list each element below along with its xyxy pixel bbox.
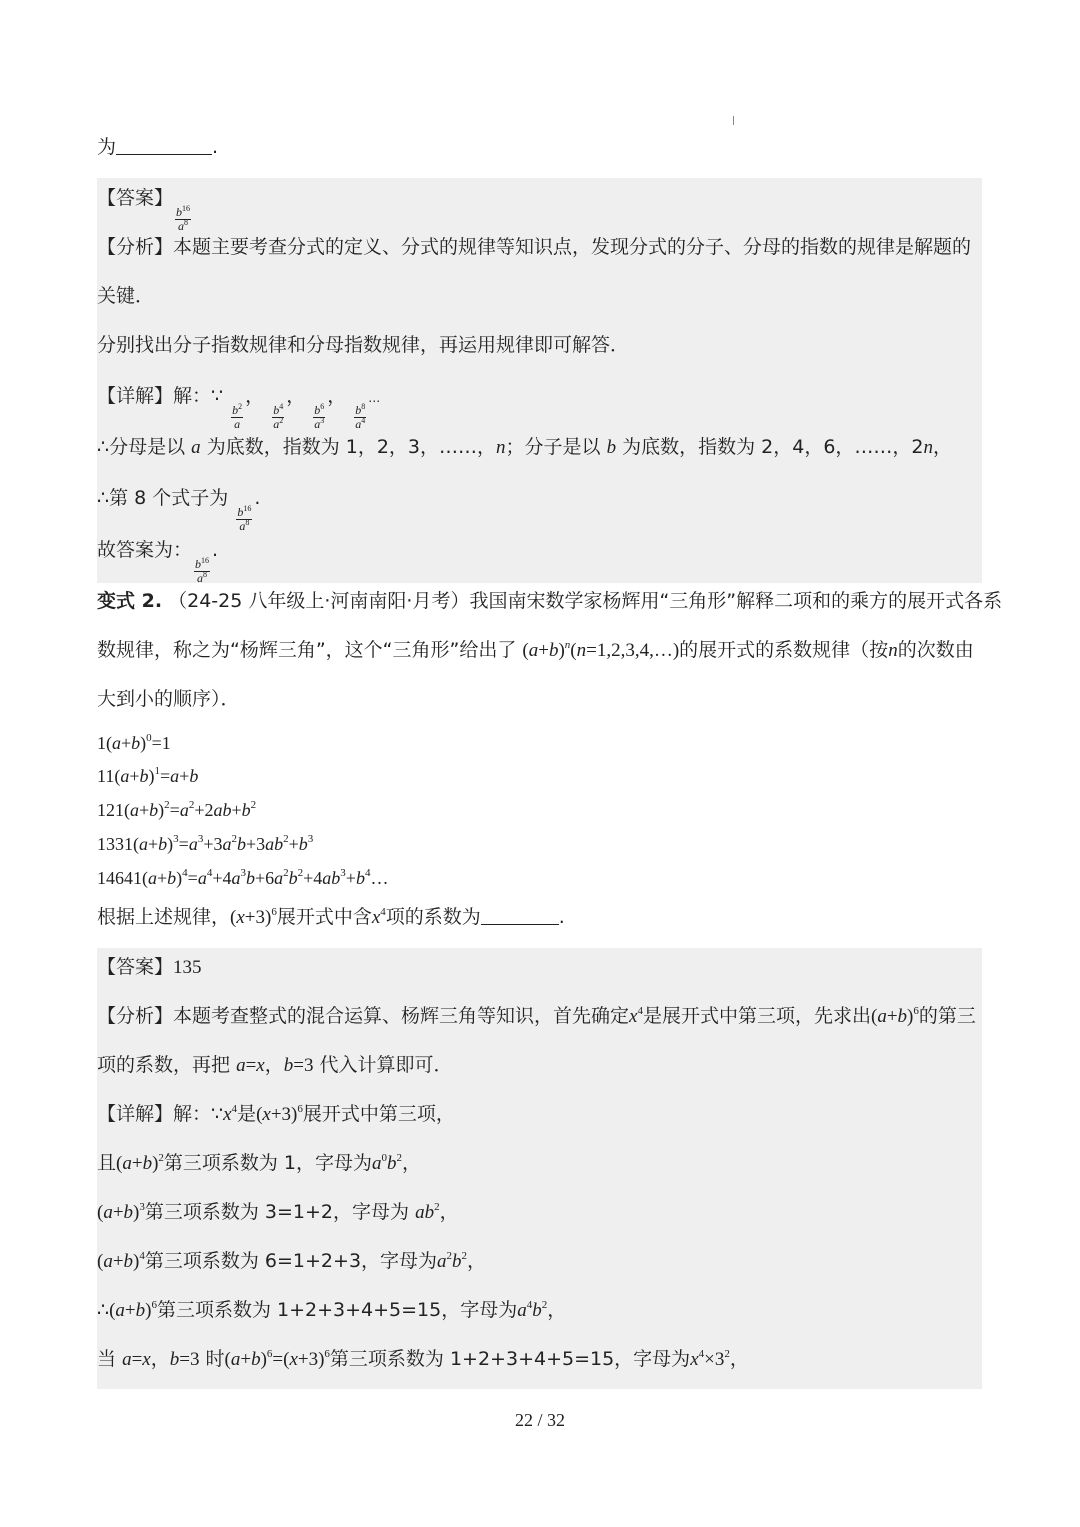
yanghui-row-1: $11(a+b)^1=a+b$ [97, 765, 199, 786]
yanghui-row-0: $1(a+b)^0=1$ [97, 732, 171, 753]
variant-line-2: 数规律，称之为“杨辉三角”，这个“三角形”给出了 $(a+b)^n(n=1,2,3,4,\dots)$的展开式的系数规律（按n的次数由 [97, 639, 974, 661]
detail2-line-6: 当 a=x，b=3 时$(a+b)^6=(x+3)^6$第三项系数为 1+2+3+4+5=15，字母为$x^4\times 3^2$， [97, 1348, 749, 1370]
detail2-line-1: 【详解】解：$\because x^4$是$(x+3)^6$展开式中第三项， [97, 1103, 455, 1125]
analysis-line-3: 分别找出分子指数规律和分母指数规律，再运用规律即可解答． [97, 334, 630, 356]
analysis-line-2: 关键． [97, 285, 155, 307]
detail2-line-4: $(a+b)^4$第三项系数为 6=1+2+3，字母为$a^2b^2$， [97, 1250, 487, 1272]
yanghui-row-2: $121(a+b)^2=a^2+2ab+b^2$ [97, 799, 257, 820]
analysis-line-1: 【分析】本题主要考查分式的定义、分式的规律等知识点，发现分式的分子、分母的指数的规律是解题的 [97, 236, 972, 258]
page-number: 22 / 32 [514, 1410, 565, 1430]
yanghui-row-4: $14641(a+b)^4=a^4+4a^3b+6a^2b^2+4ab^3+b^4\dots$ [97, 867, 389, 888]
variant-line-3: 大到小的顺序）． [97, 688, 240, 710]
detail-line-1: 【详解】解：∵ $\frac{b^2}{a}$ ， $\frac{b^4}{a^2}$ ， $\frac{b^6}{a^3}$ ， $\frac{b^8}{a^4}$ … [97, 385, 381, 431]
variant-question: 根据上述规律，$(x+3)^6$展开式中含$x^4$项的系数为 . [97, 906, 565, 928]
detail2-line-5: $\therefore(a+b)^6$第三项系数为 1+2+3+4+5=15，字母为$a^4b^2$， [97, 1299, 567, 1321]
page-marker [733, 116, 734, 125]
detail-line-2: ∴分母是以 a 为底数，指数为 1，2，3，……，n；分子是以 b 为底数，指数为 2，4，6，……，2n， [97, 436, 953, 458]
answer-line-2: 【答案】135 [97, 956, 202, 978]
question-tail: 为 . [97, 136, 219, 158]
analysis2-line-2: 项的系数，再把 a=x，b=3 代入计算即可． [97, 1054, 453, 1076]
detail-line-4: 故答案为： $\frac{b^{16}}{a^8}$ . [97, 539, 219, 585]
analysis2-line-1: 【分析】本题考查整式的混合运算、杨辉三角等知识，首先确定$x^4$是展开式中第三项，先求出$(a+b)^6$的第三 [97, 1005, 976, 1027]
detail2-line-2: 且$(a+b)^2$第三项系数为 1，字母为$a^0b^2$， [97, 1152, 422, 1174]
yanghui-row-3: $1331(a+b)^3=a^3+3a^2b+3ab^2+b^3$ [97, 833, 314, 854]
detail-line-3: ∴第 8 个式子为 $\frac{b^{16}}{a^8}$ . [97, 487, 261, 533]
answer-line: 【答案】 $\frac{b^{16}}{a^8}$ [97, 187, 191, 233]
detail2-line-3: $(a+b)^3$第三项系数为 3=1+2，字母为 $ab^2$， [97, 1201, 459, 1223]
variant-title-line: 变式 2. （24-25 八年级上·河南南阳·月考）我国南宋数学家杨辉用“三角形”解释二项和的乘方的展开式各系 [97, 590, 1003, 612]
